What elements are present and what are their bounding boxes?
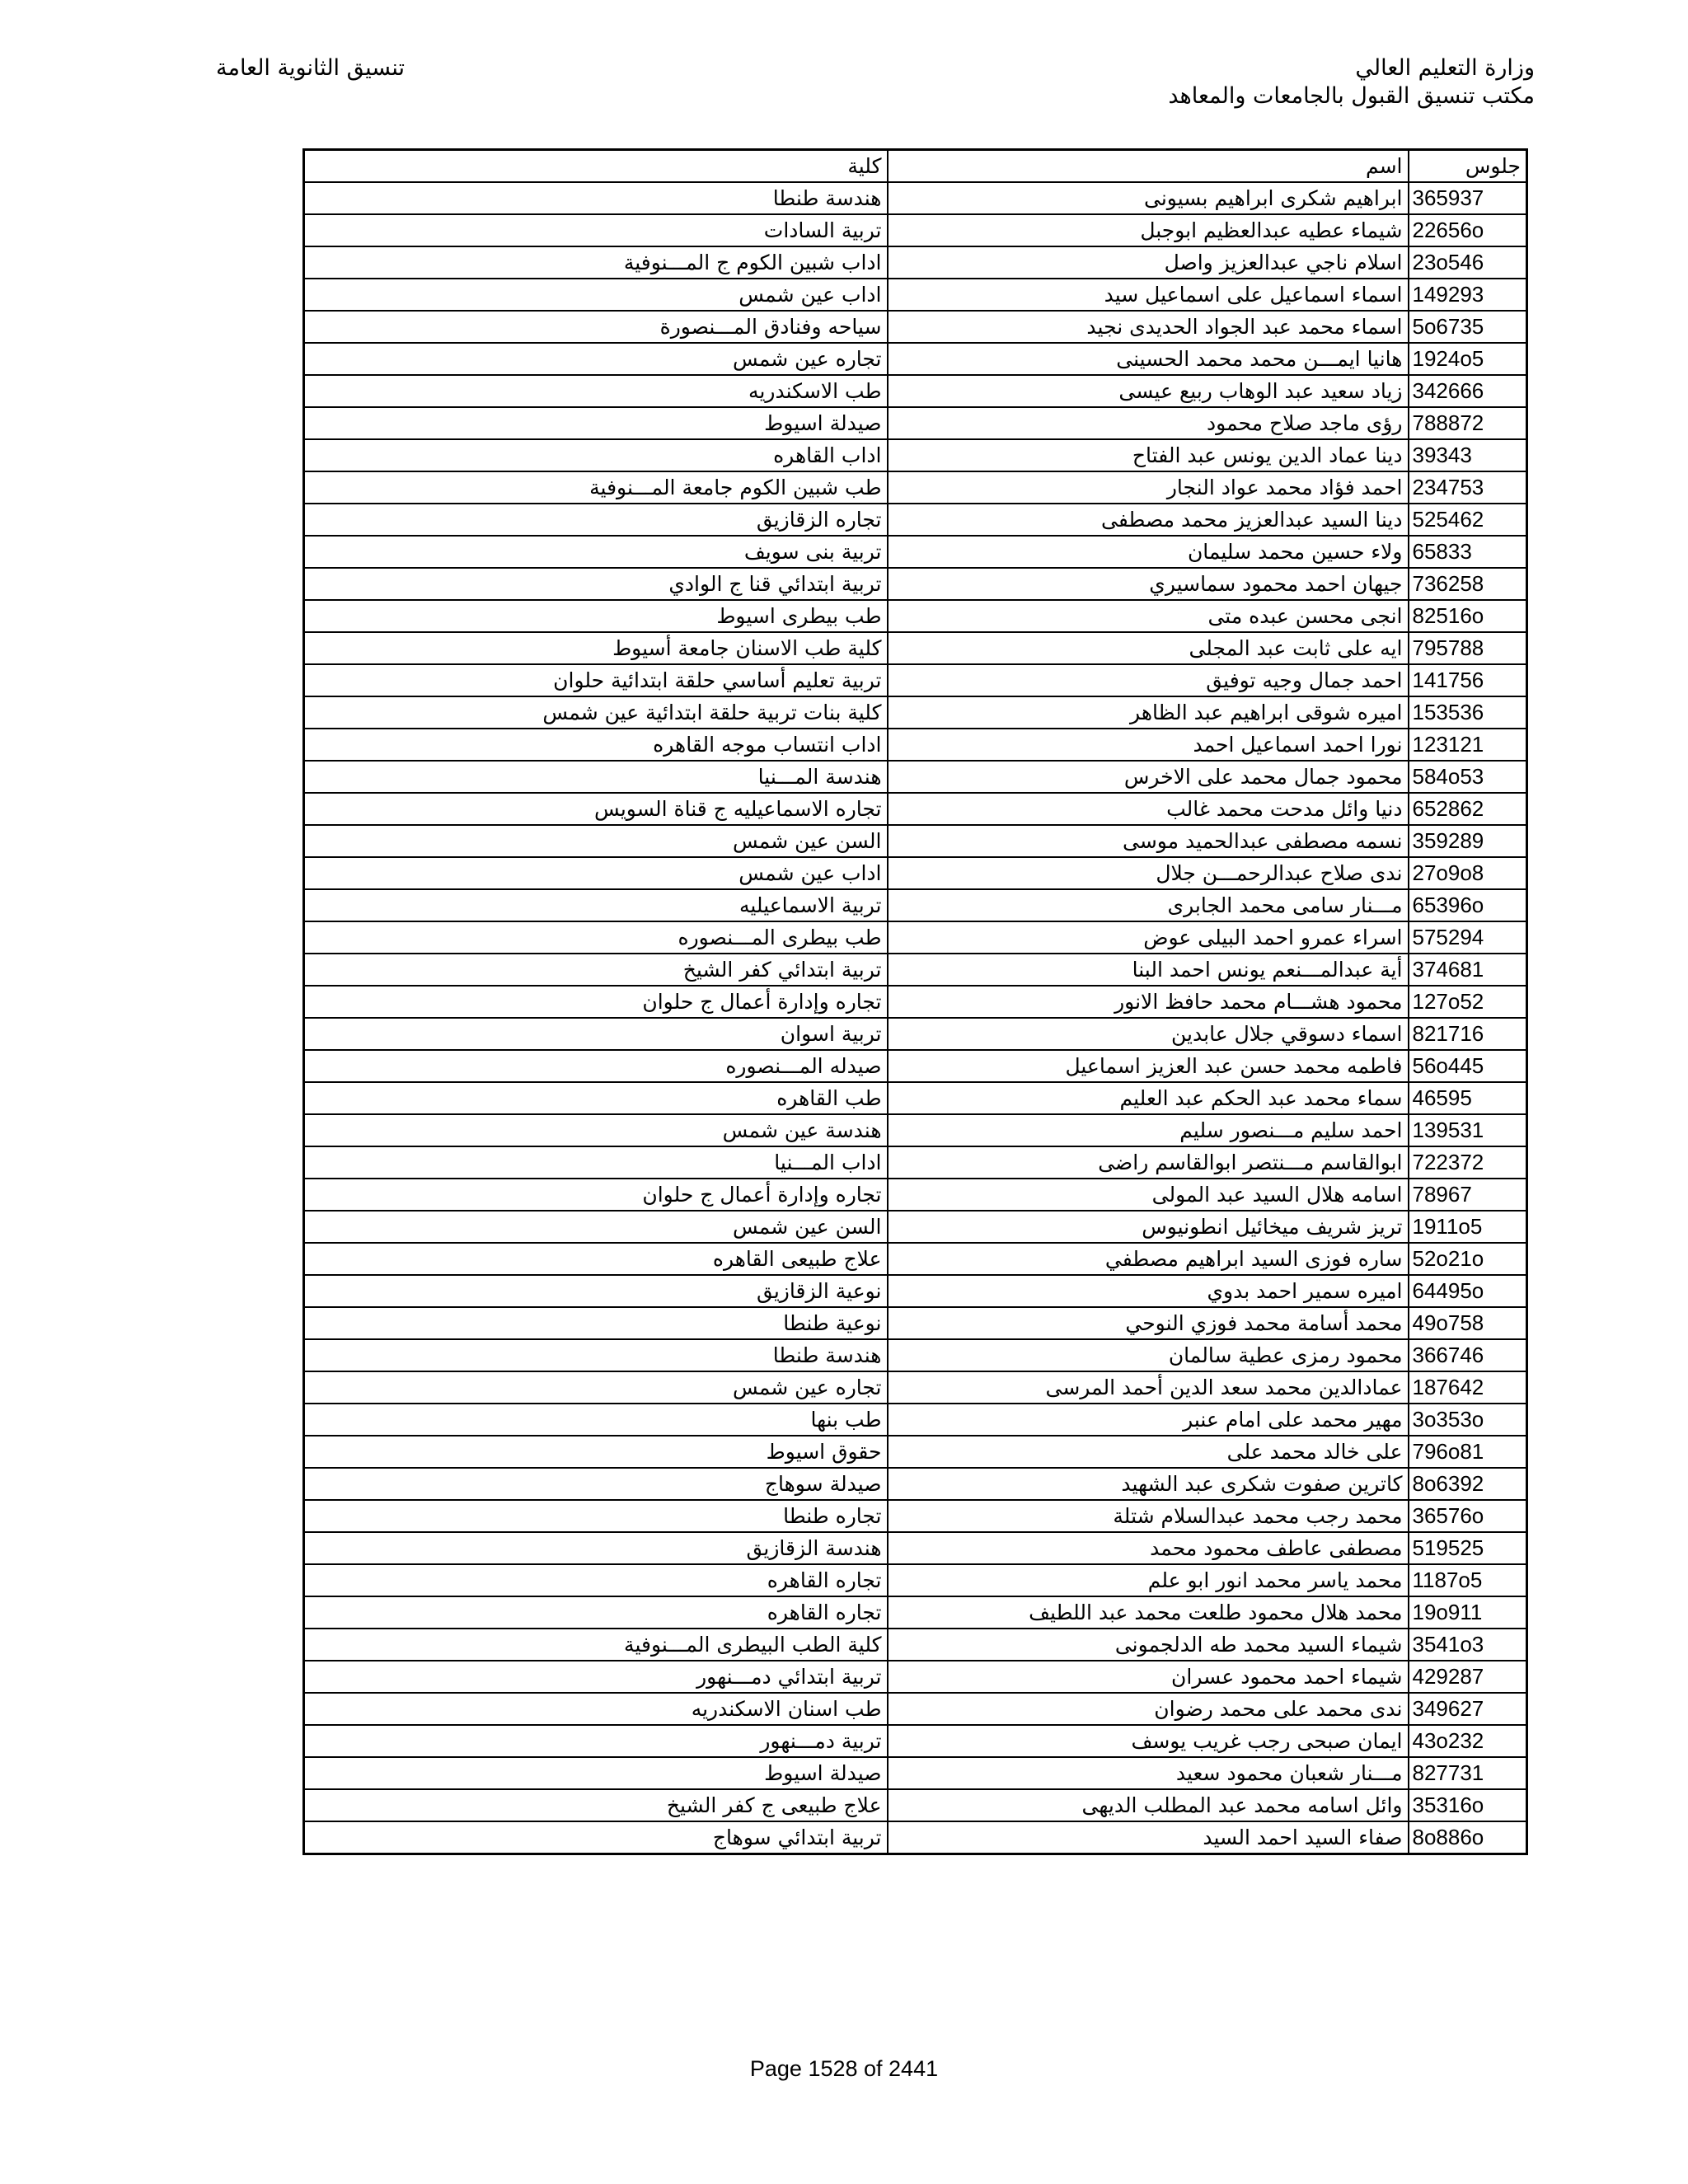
seat-number-cell: 827731 — [1409, 1757, 1527, 1789]
student-name-cell: مـــنار شعبان محمود سعيد — [888, 1757, 1409, 1789]
faculty-cell: طب بيطرى المـــنصوره — [304, 921, 888, 954]
seat-number-cell: 49o758 — [1409, 1307, 1527, 1339]
faculty-cell: تجاره طنطا — [304, 1500, 888, 1532]
seat-number-cell: 127o52 — [1409, 986, 1527, 1018]
seat-number-cell: 8o886o — [1409, 1821, 1527, 1854]
faculty-cell: علاج طبيعى ج كفر الشيخ — [304, 1789, 888, 1821]
table-row — [304, 793, 1527, 825]
seat-number-cell: 65833 — [1409, 536, 1527, 568]
table-row — [304, 1436, 1527, 1468]
student-name-cell: احمد فؤاد محمد عواد النجار — [888, 471, 1409, 504]
seat-number-cell: 1911o5 — [1409, 1211, 1527, 1243]
table-row — [304, 1661, 1527, 1693]
faculty-cell: علاج طبيعى القاهره — [304, 1243, 888, 1275]
seat-number-cell: 64495o — [1409, 1275, 1527, 1307]
seat-number-cell: 5o6735 — [1409, 311, 1527, 343]
table-row — [304, 1725, 1527, 1757]
table-row — [304, 1050, 1527, 1082]
faculty-cell: تربية ابتدائي سوهاج — [304, 1821, 888, 1854]
column-header: جلوس — [1409, 150, 1527, 183]
faculty-cell: تربية بنى سويف — [304, 536, 888, 568]
page-number: Page 1528 of 2441 — [749, 2056, 939, 2081]
table-row — [304, 729, 1527, 761]
faculty-cell: سياحه وفنادق المـــنصورة — [304, 311, 888, 343]
faculty-cell: هندسة الزقازيق — [304, 1532, 888, 1564]
faculty-cell: طب بيطرى اسيوط — [304, 600, 888, 632]
seat-number-cell: 3o353o — [1409, 1404, 1527, 1436]
table-row — [304, 1693, 1527, 1725]
table-row — [304, 311, 1527, 343]
seat-number-cell: 365937 — [1409, 182, 1527, 214]
table-row — [304, 568, 1527, 600]
faculty-cell: كلية طب الاسنان جامعة أسيوط — [304, 632, 888, 664]
seat-number-cell: 43o232 — [1409, 1725, 1527, 1757]
table-row — [304, 471, 1527, 504]
table-row — [304, 1404, 1527, 1436]
table-row — [304, 600, 1527, 632]
seat-number-cell: 374681 — [1409, 954, 1527, 986]
table-body — [304, 150, 1527, 1854]
table-row — [304, 1146, 1527, 1179]
seat-number-cell: 795788 — [1409, 632, 1527, 664]
table-row — [304, 1371, 1527, 1404]
faculty-cell: تربية السادات — [304, 214, 888, 246]
student-name-cell: مـــنار سامى محمد الجابرى — [888, 889, 1409, 921]
student-name-cell: اسماء محمد عبد الجواد الحديدى نجيد — [888, 311, 1409, 343]
faculty-cell: تجاره القاهره — [304, 1596, 888, 1629]
faculty-cell: تجاره الزقازيق — [304, 504, 888, 536]
faculty-cell: صيدلة سوهاج — [304, 1468, 888, 1500]
table-row — [304, 1275, 1527, 1307]
table-header-row — [304, 150, 1527, 183]
faculty-cell: تجاره القاهره — [304, 1564, 888, 1596]
seat-number-cell: 22656o — [1409, 214, 1527, 246]
column-header: كلية — [304, 150, 888, 183]
faculty-cell: اداب شبين الكوم ج المـــنوفية — [304, 246, 888, 279]
faculty-cell: طب الاسكندريه — [304, 375, 888, 407]
seat-number-cell: 575294 — [1409, 921, 1527, 954]
student-name-cell: اسماء اسماعيل على اسماعيل سيد — [888, 279, 1409, 311]
student-name-cell: جيهان احمد محمود سماسيري — [888, 568, 1409, 600]
student-name-cell: ساره فوزى السيد ابراهيم مصطفي — [888, 1243, 1409, 1275]
seat-number-cell: 652862 — [1409, 793, 1527, 825]
table-row — [304, 1789, 1527, 1821]
table-row — [304, 1018, 1527, 1050]
seat-number-cell: 65396o — [1409, 889, 1527, 921]
faculty-cell: تربية اسوان — [304, 1018, 888, 1050]
student-name-cell: هانيا ايمـــن محمد محمد الحسينى — [888, 343, 1409, 375]
seat-number-cell: 19o911 — [1409, 1596, 1527, 1629]
section-title: تنسيق الثانوية العامة — [216, 55, 406, 81]
faculty-cell: اداب عين شمس — [304, 279, 888, 311]
faculty-cell: نوعية طنطا — [304, 1307, 888, 1339]
seat-number-cell: 1924o5 — [1409, 343, 1527, 375]
faculty-cell: طب القاهره — [304, 1082, 888, 1114]
table-row — [304, 1500, 1527, 1532]
table-row — [304, 182, 1527, 214]
table-row — [304, 536, 1527, 568]
seat-number-cell: 23o546 — [1409, 246, 1527, 279]
faculty-cell: تجاره وإدارة أعمال ج حلوان — [304, 986, 888, 1018]
table-row — [304, 825, 1527, 857]
student-name-cell: محمد هلال محمود طلعت محمد عبد اللطيف — [888, 1596, 1409, 1629]
student-name-cell: محمد ياسر محمد انور ابو علم — [888, 1564, 1409, 1596]
student-name-cell: دنيا وائل مدحت محمد غالب — [888, 793, 1409, 825]
table-row — [304, 407, 1527, 439]
seat-number-cell: 349627 — [1409, 1693, 1527, 1725]
seat-number-cell: 519525 — [1409, 1532, 1527, 1564]
student-name-cell: انجى محسن عبده متى — [888, 600, 1409, 632]
table-row — [304, 1564, 1527, 1596]
student-name-cell: مصطفى عاطف محمود محمد — [888, 1532, 1409, 1564]
seat-number-cell: 366746 — [1409, 1339, 1527, 1371]
table-row — [304, 1629, 1527, 1661]
student-name-cell: عمادالدين محمد سعد الدين أحمد المرسى — [888, 1371, 1409, 1404]
student-name-cell: محمد رجب محمد عبدالسلام شتلة — [888, 1500, 1409, 1532]
student-name-cell: اميره سمير احمد بدوي — [888, 1275, 1409, 1307]
table-row — [304, 664, 1527, 696]
student-name-cell: ابوالقاسم مـــنتصر ابوالقاسم راضى — [888, 1146, 1409, 1179]
faculty-cell: طب بنها — [304, 1404, 888, 1436]
seat-number-cell: 139531 — [1409, 1114, 1527, 1146]
student-name-cell: محمود رمزى عطية سالمان — [888, 1339, 1409, 1371]
faculty-cell: تربية ابتدائي قنا ج الوادي — [304, 568, 888, 600]
seat-number-cell: 821716 — [1409, 1018, 1527, 1050]
table-row — [304, 246, 1527, 279]
faculty-cell: حقوق اسيوط — [304, 1436, 888, 1468]
faculty-cell: كلية الطب البيطرى المـــنوفية — [304, 1629, 888, 1661]
faculty-cell: صيدلة اسيوط — [304, 1757, 888, 1789]
table-row — [304, 1082, 1527, 1114]
student-name-cell: تريز شريف ميخائيل انطونيوس — [888, 1211, 1409, 1243]
seat-number-cell: 35316o — [1409, 1789, 1527, 1821]
student-name-cell: ايه على ثابت عبد المجلى — [888, 632, 1409, 664]
faculty-cell: تربية ابتدائي دمـــنهور — [304, 1661, 888, 1693]
faculty-cell: تجاره وإدارة أعمال ج حلوان — [304, 1179, 888, 1211]
seat-number-cell: 39343 — [1409, 439, 1527, 471]
student-name-cell: فاطمه محمد حسن عبد العزيز اسماعيل — [888, 1050, 1409, 1082]
seat-number-cell: 52o21o — [1409, 1243, 1527, 1275]
student-name-cell: اسماء دسوقي جلال عابدين — [888, 1018, 1409, 1050]
table-row — [304, 1821, 1527, 1854]
seat-number-cell: 141756 — [1409, 664, 1527, 696]
table-row — [304, 857, 1527, 889]
seat-number-cell: 123121 — [1409, 729, 1527, 761]
faculty-cell: اداب عين شمس — [304, 857, 888, 889]
seat-number-cell: 429287 — [1409, 1661, 1527, 1693]
table-row — [304, 343, 1527, 375]
faculty-cell: كلية بنات تربية حلقة ابتدائية عين شمس — [304, 696, 888, 729]
table-row — [304, 986, 1527, 1018]
seat-number-cell: 584o53 — [1409, 761, 1527, 793]
table-row — [304, 632, 1527, 664]
seat-number-cell: 1187o5 — [1409, 1564, 1527, 1596]
seat-number-cell: 525462 — [1409, 504, 1527, 536]
table-row — [304, 1532, 1527, 1564]
table-row — [304, 439, 1527, 471]
seat-number-cell: 78967 — [1409, 1179, 1527, 1211]
student-name-cell: ندى محمد على محمد رضوان — [888, 1693, 1409, 1725]
table-row — [304, 889, 1527, 921]
faculty-cell: هندسة المـــنيا — [304, 761, 888, 793]
student-name-cell: دينا السيد عبدالعزيز محمد مصطفى — [888, 504, 1409, 536]
table-row — [304, 1179, 1527, 1211]
table-row — [304, 1468, 1527, 1500]
faculty-cell: طب اسنان الاسكندريه — [304, 1693, 888, 1725]
seat-number-cell: 36576o — [1409, 1500, 1527, 1532]
seat-number-cell: 359289 — [1409, 825, 1527, 857]
admissions-table — [302, 148, 1526, 1855]
faculty-cell: اداب القاهره — [304, 439, 888, 471]
student-name-cell: محمود هشـــام محمد حافظ الانور — [888, 986, 1409, 1018]
table-row — [304, 1307, 1527, 1339]
student-name-cell: شيماء السيد محمد طه الدلجمونى — [888, 1629, 1409, 1661]
student-name-cell: ايمان صبحى رجب غريب يوسف — [888, 1725, 1409, 1757]
seat-number-cell: 27o9o8 — [1409, 857, 1527, 889]
seat-number-cell: 82516o — [1409, 600, 1527, 632]
seat-number-cell: 149293 — [1409, 279, 1527, 311]
results-table — [302, 148, 1528, 1855]
student-name-cell: شيماء عطيه عبدالعظيم ابوجبل — [888, 214, 1409, 246]
table-row — [304, 954, 1527, 986]
faculty-cell: هندسة طنطا — [304, 1339, 888, 1371]
student-name-cell: وائل اسامه محمد عبد المطلب الديهى — [888, 1789, 1409, 1821]
table-row — [304, 1757, 1527, 1789]
student-name-cell: أية عبدالمـــنعم يونس احمد البنا — [888, 954, 1409, 986]
table-row — [304, 279, 1527, 311]
faculty-cell: تربية الاسماعيليه — [304, 889, 888, 921]
student-name-cell: على خالد محمد على — [888, 1436, 1409, 1468]
student-name-cell: اسامه هلال السيد عبد المولى — [888, 1179, 1409, 1211]
student-name-cell: رؤى ماجد صلاح محمود — [888, 407, 1409, 439]
faculty-cell: تجاره الاسماعيليه ج قناة السويس — [304, 793, 888, 825]
faculty-cell: تربية ابتدائي كفر الشيخ — [304, 954, 888, 986]
seat-number-cell: 788872 — [1409, 407, 1527, 439]
seat-number-cell: 3541o3 — [1409, 1629, 1527, 1661]
student-name-cell: مهير محمد على امام عنبر — [888, 1404, 1409, 1436]
faculty-cell: تربية تعليم أساسي حلقة ابتدائية حلوان — [304, 664, 888, 696]
faculty-cell: هندسة طنطا — [304, 182, 888, 214]
faculty-cell: طب شبين الكوم جامعة المـــنوفية — [304, 471, 888, 504]
faculty-cell: اداب انتساب موجه القاهره — [304, 729, 888, 761]
faculty-cell: تجاره عين شمس — [304, 343, 888, 375]
ministry-name: وزارة التعليم العالي — [1355, 55, 1535, 81]
office-name: مكتب تنسيق القبول بالجامعات والمعاهد — [1168, 82, 1535, 109]
faculty-cell: تربية دمـــنهور — [304, 1725, 888, 1757]
seat-number-cell: 796o81 — [1409, 1436, 1527, 1468]
table-row — [304, 214, 1527, 246]
student-name-cell: احمد سليم مـــنصور سليم — [888, 1114, 1409, 1146]
faculty-cell: نوعية الزقازيق — [304, 1275, 888, 1307]
table-row — [304, 1211, 1527, 1243]
student-name-cell: نسمه مصطفى عبدالحميد موسى — [888, 825, 1409, 857]
faculty-cell: السن عين شمس — [304, 1211, 888, 1243]
student-name-cell: نورا احمد اسماعيل احمد — [888, 729, 1409, 761]
seat-number-cell: 8o6392 — [1409, 1468, 1527, 1500]
faculty-cell: هندسة عين شمس — [304, 1114, 888, 1146]
student-name-cell: ابراهيم شكرى ابراهيم بسيونى — [888, 182, 1409, 214]
table-row — [304, 1243, 1527, 1275]
column-header: اسم — [888, 150, 1409, 183]
table-row — [304, 921, 1527, 954]
student-name-cell: ولاء حسين محمد سليمان — [888, 536, 1409, 568]
seat-number-cell: 234753 — [1409, 471, 1527, 504]
faculty-cell: تجاره عين شمس — [304, 1371, 888, 1404]
student-name-cell: اسراء عمرو احمد البيلى عوض — [888, 921, 1409, 954]
faculty-cell: صيدلة اسيوط — [304, 407, 888, 439]
seat-number-cell: 342666 — [1409, 375, 1527, 407]
student-name-cell: اميره شوقى ابراهيم عبد الظاهر — [888, 696, 1409, 729]
table-row — [304, 375, 1527, 407]
table-row — [304, 761, 1527, 793]
faculty-cell: صيدله المـــنصوره — [304, 1050, 888, 1082]
student-name-cell: شيماء احمد محمود عسران — [888, 1661, 1409, 1693]
student-name-cell: احمد جمال وجيه توفيق — [888, 664, 1409, 696]
seat-number-cell: 56o445 — [1409, 1050, 1527, 1082]
seat-number-cell: 46595 — [1409, 1082, 1527, 1114]
student-name-cell: سماء محمد عبد الحكم عبد العليم — [888, 1082, 1409, 1114]
student-name-cell: اسلام ناجي عبدالعزيز واصل — [888, 246, 1409, 279]
seat-number-cell: 736258 — [1409, 568, 1527, 600]
student-name-cell: محمود جمال محمد على الاخرس — [888, 761, 1409, 793]
student-name-cell: محمد أسامة محمد فوزي النوحي — [888, 1307, 1409, 1339]
header-ministry-block — [1168, 54, 1535, 110]
seat-number-cell: 187642 — [1409, 1371, 1527, 1404]
table-row — [304, 696, 1527, 729]
seat-number-cell: 722372 — [1409, 1146, 1527, 1179]
student-name-cell: دينا عماد الدين يونس عبد الفتاح — [888, 439, 1409, 471]
faculty-cell: اداب المـــنيا — [304, 1146, 888, 1179]
student-name-cell: صفاء السيد احمد السيد — [888, 1821, 1409, 1854]
table-row — [304, 1339, 1527, 1371]
student-name-cell: كاترين صفوت شكرى عبد الشهيد — [888, 1468, 1409, 1500]
faculty-cell: السن عين شمس — [304, 825, 888, 857]
table-row — [304, 1114, 1527, 1146]
seat-number-cell: 153536 — [1409, 696, 1527, 729]
table-row — [304, 1596, 1527, 1629]
table-row — [304, 504, 1527, 536]
student-name-cell: زياد سعيد عبد الوهاب ربيع عيسى — [888, 375, 1409, 407]
student-name-cell: ندى صلاح عبدالرحمـــن جلال — [888, 857, 1409, 889]
